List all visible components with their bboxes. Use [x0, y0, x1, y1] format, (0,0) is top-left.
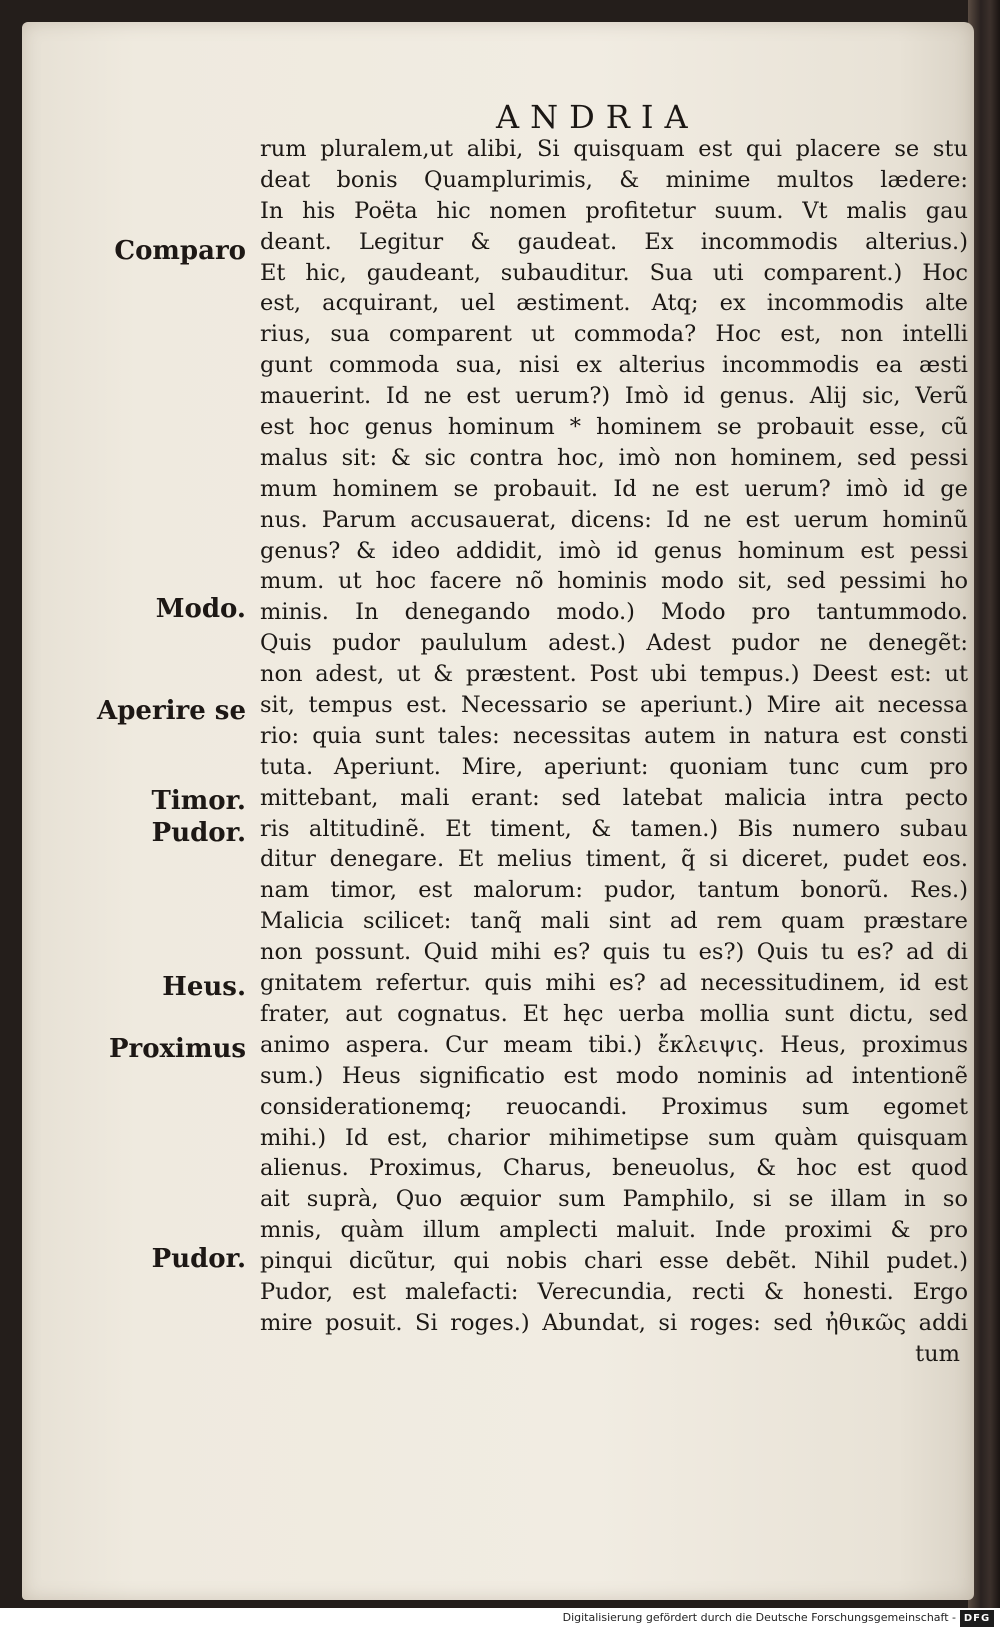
text-line: animo aspera. Cur meam tibi.) ἔκλειψις. Heus, proximus	[260, 1031, 968, 1058]
text-line: rum pluralem,ut alibi, Si quisquam est qui placere se stu	[260, 136, 968, 162]
text-line: est hoc genus hominum * hominem se probauit esse, cũ	[260, 414, 968, 441]
text-line: mire posuit. Si roges.) Abundat, si roges: sed ἠθικῶς addi	[260, 1309, 968, 1336]
margin-note: Heus.	[162, 972, 246, 1002]
text-line: mittebant, mali erant: sed latebat malicia intra pecto	[260, 784, 968, 811]
text-line: nus. Parum accusauerat, dicens: Id ne est uerum hominũ	[260, 506, 968, 533]
text-line: Malicia scilicet: tanq̃ mali sint ad rem quam præstare	[260, 908, 968, 935]
margin-note: Pudor.	[151, 818, 246, 848]
text-line: ditur denegare. Et melius timent, q̃ si diceret, pudet eos.	[260, 846, 968, 873]
text-line: mauerint. Id ne est uerum?) Imò id genus. Alij sic, Verũ	[260, 383, 968, 410]
footer-credit: Digitalisierung gefördert durch die Deutsche Forschungsgemeinschaft -	[562, 1611, 956, 1624]
text-line: mum hominem se probauit. Id ne est uerum? imò id ge	[260, 475, 968, 502]
text-line: sum.) Heus significatio est modo nominis ad intentionẽ	[260, 1062, 968, 1089]
text-line: malus sit: & sic contra hoc, imò non hominem, sed pessi	[260, 444, 968, 471]
text-line: Pudor, est malefacti: Verecundia, recti & honesti. Ergo	[260, 1278, 968, 1305]
margin-note: Aperire se	[97, 696, 246, 726]
margin-note: Timor.	[151, 786, 246, 816]
text-line: nam timor, est malorum: pudor, tantum bonorũ. Res.)	[260, 877, 968, 904]
text-line: ris altitudinẽ. Et timent, & tamen.) Bis numero subau	[260, 815, 968, 842]
text-line: deant. Legitur & gaudeat. Ex incommodis alterius.)	[260, 228, 968, 255]
text-line: mihi.) Id est, charior mihimetipse sum quàm quisquam	[260, 1124, 968, 1151]
body-text	[260, 134, 968, 1370]
text-line: considerationemq; reuocandi. Proximus sum egomet	[260, 1093, 968, 1120]
text-line: est, acquirant, uel æstiment. Atq; ex incommodis alte	[260, 290, 968, 317]
text-line: non adest, ut & præstent. Post ubi tempus.) Deest est: ut	[260, 661, 968, 688]
text-line: pinqui dicũtur, qui nobis chari esse debẽt. Nihil pudet.)	[260, 1248, 968, 1275]
footer-bar	[0, 1608, 1000, 1631]
text-line: gunt commoda sua, nisi ex alterius incommodis ea æsti	[260, 352, 968, 379]
text-line: Et hic, gaudeant, subauditur. Sua uti comparent.) Hoc	[260, 259, 968, 286]
text-line: tuta. Aperiunt. Mire, aperiunt: quoniam tunc cum pro	[260, 753, 968, 780]
text-line: genus? & ideo addidit, imò id genus hominum est pessi	[260, 537, 968, 564]
text-line: rius, sua comparent ut commoda? Hoc est, non intelli	[260, 321, 968, 348]
text-line: non possunt. Quid mihi es? quis tu es?) Quis tu es? ad di	[260, 939, 968, 966]
text-line: sit, tempus est. Necessario se aperiunt.) Mire ait necessa	[260, 692, 968, 719]
text-line: ait suprà, Quo æquior sum Pamphilo, si se illam in so	[260, 1186, 968, 1213]
text-line: alienus. Proximus, Charus, beneuolus, & hoc est quod	[260, 1155, 968, 1182]
text-line: rio: quia sunt tales: necessitas autem in natura est consti	[260, 722, 968, 749]
text-line: gnitatem refertur. quis mihi es? ad necessitudinem, id est	[260, 970, 968, 997]
text-line: tum	[915, 1340, 960, 1367]
text-line: In his Poëta hic nomen profitetur suum. Vt malis gau	[260, 197, 968, 224]
text-line: frater, aut cognatus. Et hęc uerba mollia sunt dictu, sed	[260, 1000, 968, 1027]
margin-note: Proximus	[108, 1034, 246, 1064]
dfg-logo: DFG	[960, 1610, 994, 1627]
margin-note: Pudor.	[151, 1244, 246, 1274]
text-line: mnis, quàm illum amplecti maluit. Inde proximi & pro	[260, 1217, 968, 1244]
text-line: mum. ut hoc facere nõ hominis modo sit, sed pessimi ho	[260, 568, 968, 595]
margin-note: Comparo	[114, 236, 246, 266]
margin-note: Modo.	[155, 594, 246, 624]
text-line: minis. In denegando modo.) Modo pro tantummodo.	[260, 599, 968, 626]
running-head: ANDRIA	[496, 98, 699, 136]
text-line: Quis pudor paululum adest.) Adest pudor ne denegẽt:	[260, 630, 968, 657]
text-line: deat bonis Quamplurimis, & minime multos lædere:	[260, 166, 968, 193]
